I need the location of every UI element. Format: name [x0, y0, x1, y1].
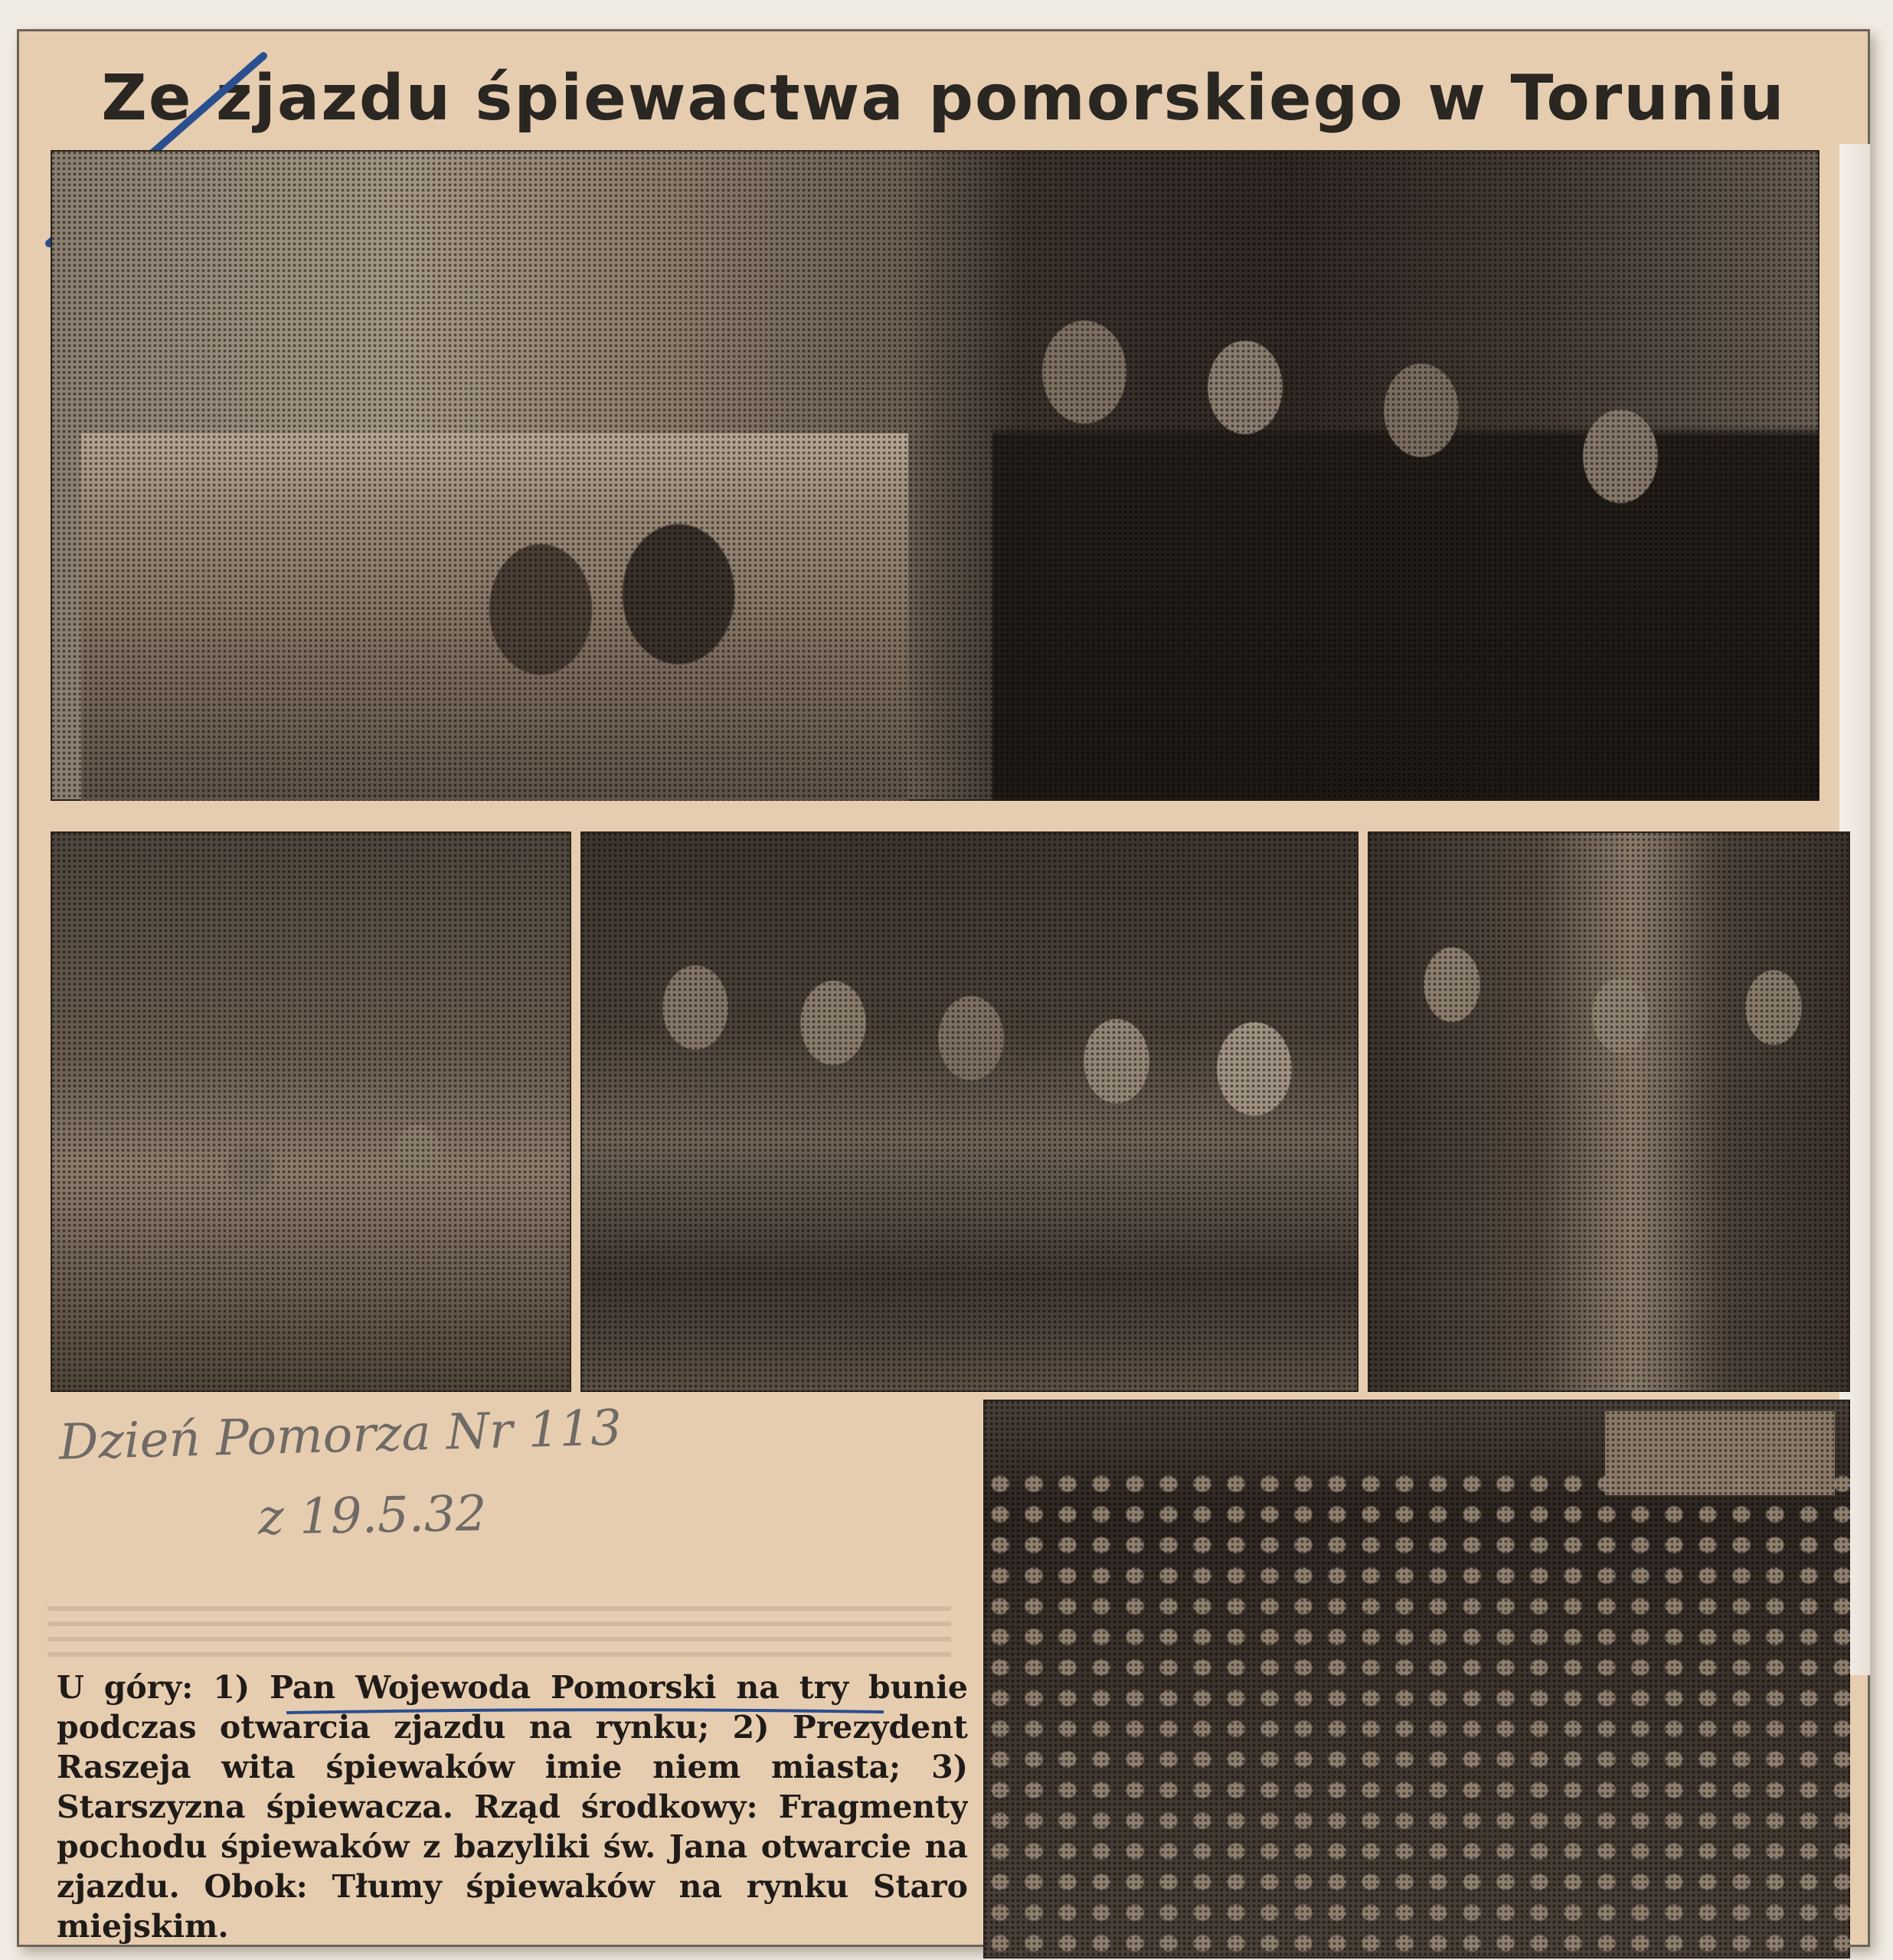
- handwritten-note: [58, 1400, 825, 1606]
- photo-procession-street: [51, 831, 571, 1392]
- photo-officials-at-tribune: [51, 150, 1819, 801]
- caption-text: U góry: 1) Pan Wojewoda Pomorski na try bunie podczas otwarcia zjazdu na rynku; 2) Prezydent Raszeja wita śpiewaków imie niem miasta; 3) Starszyzna śpiewacza. Rząd środkowy: Fragmenty pochodu śpiewaków z bazyliki św. Jana otwarcie na zjazdu. Obok: Tłumy śpiewaków na rynku Staro miejskim.: [57, 1669, 968, 1945]
- photo-singers-elders: [1368, 831, 1850, 1392]
- tribune-scene: [81, 433, 908, 801]
- blue-underline: [286, 1706, 884, 1717]
- officials-group: [992, 265, 1819, 801]
- headline: Ze zjazdu śpiewactwa pomorskiego w Toruniu: [101, 62, 1786, 135]
- newspaper-clipping: [17, 29, 1870, 1947]
- bleed-through-text: [47, 1606, 951, 1660]
- note-date: z 19.5.32: [257, 1485, 487, 1547]
- note-source: Dzień Pomorza Nr 113: [58, 1400, 623, 1472]
- photo-caption: [57, 1668, 968, 1951]
- photo-procession-singers: [580, 831, 1358, 1392]
- photo-crowd-market-square: [983, 1400, 1850, 1958]
- building-facade: [1605, 1411, 1835, 1495]
